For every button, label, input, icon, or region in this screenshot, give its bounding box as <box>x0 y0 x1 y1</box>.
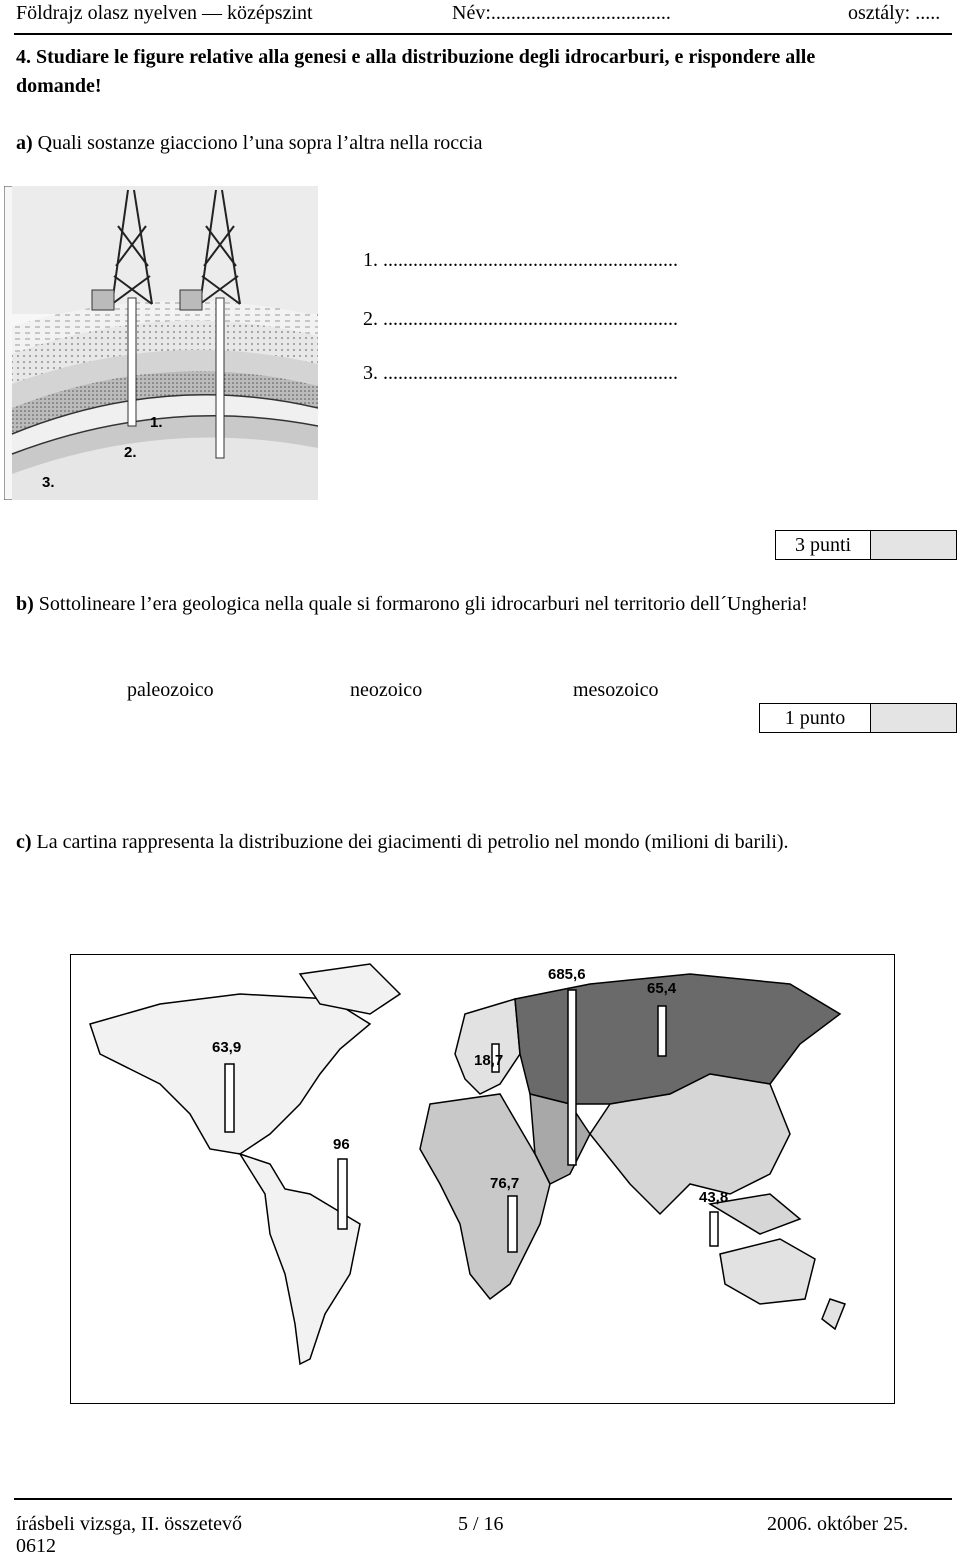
footer-date: 2006. október 25. <box>767 1513 909 1535</box>
map-value-europe: 18,7 <box>474 1052 504 1069</box>
footer-left: írásbeli vizsga, II. összetevő <box>16 1513 243 1535</box>
score-field[interactable] <box>871 704 956 732</box>
score-field[interactable] <box>871 531 956 559</box>
score-label: 1 punto <box>760 704 871 732</box>
header-subject: Földrajz olasz nyelven — középszint <box>16 2 313 24</box>
question-title: 4. Studiare le figure relative alla genesi e alla distribuzione degli idrocarburi, e rispondere alle domande! <box>16 46 816 97</box>
answer-line-2[interactable] <box>363 308 678 331</box>
map-value-africa: 76,7 <box>490 1175 520 1192</box>
world-oil-map <box>70 954 895 1404</box>
answer-line-1[interactable] <box>363 249 678 272</box>
footer-page: 5 / 16 <box>458 1513 504 1535</box>
map-value-far-east: 65,4 <box>647 980 677 997</box>
answer-num: 3. <box>363 362 378 384</box>
answer-num: 1. <box>363 249 378 271</box>
question-a <box>16 129 482 158</box>
question-a-label: a) <box>16 132 33 154</box>
answer-num: 2. <box>363 308 378 330</box>
era-neozoic[interactable]: neozoico <box>350 679 423 701</box>
answer-dots: ........................................................... <box>383 249 678 271</box>
header-class-field: osztály: ..... <box>848 2 941 24</box>
score-box-a <box>775 530 957 560</box>
answer-dots: ........................................................... <box>383 308 678 330</box>
map-value-asia: 43,8 <box>699 1189 729 1206</box>
score-label: 3 punti <box>776 531 871 559</box>
question-c-text: La cartina rappresenta la distribuzione dei giacimenti di petrolio nel mondo (milioni di barili). <box>36 831 789 853</box>
figure-label-2: 2. <box>124 444 137 461</box>
map-value-latin-america: 96 <box>333 1136 350 1153</box>
figure-label-3: 3. <box>42 474 55 491</box>
map-value-north-america: 63,9 <box>212 1039 242 1056</box>
question-b-label: b) <box>16 593 34 615</box>
era-paleozoic[interactable]: paleozoico <box>127 679 214 701</box>
question-b-text: Sottolineare l’era geologica nella quale si formarono gli idrocarburi nel territorio dell´Ungheria! <box>38 593 808 615</box>
answer-dots: ........................................................... <box>383 362 678 384</box>
footer-code: 0612 <box>16 1535 56 1557</box>
answer-line-3[interactable] <box>363 362 678 385</box>
question-a-text: Quali sostanze giacciono l’una sopra l’altra nella roccia <box>37 132 483 154</box>
header-name-field: Név:.................................... <box>452 2 671 24</box>
map-value-ussr: 685,6 <box>548 966 586 983</box>
footer-rule <box>14 1498 952 1500</box>
era-mesozoic[interactable]: mesozoico <box>573 679 659 701</box>
figure-label-1: 1. <box>150 414 163 431</box>
question-c <box>16 828 916 857</box>
question-c-label: c) <box>16 831 32 853</box>
header-rule <box>14 33 952 35</box>
score-box-b <box>759 703 957 733</box>
oil-rig-figure <box>4 186 318 500</box>
question-b <box>16 590 876 619</box>
